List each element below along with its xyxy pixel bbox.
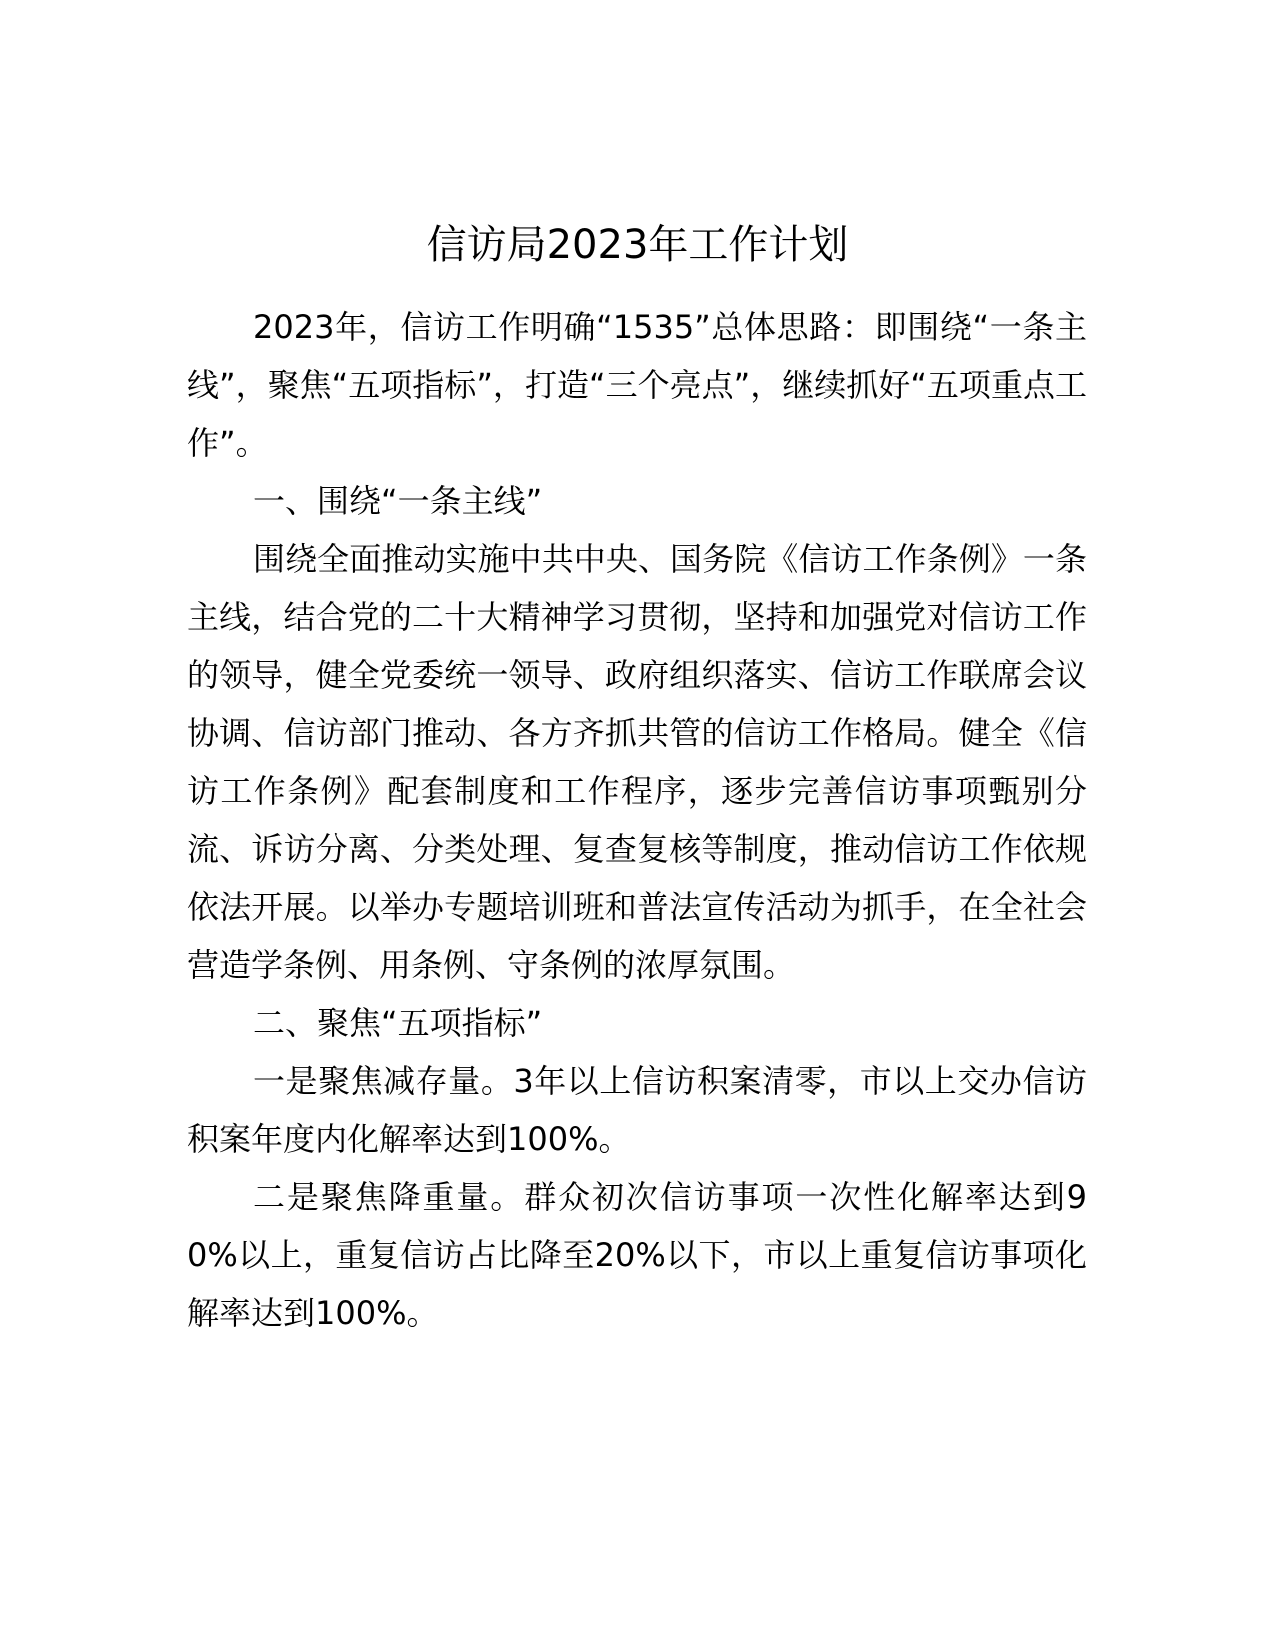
intro-paragraph: 2023年，信访工作明确“1535”总体思路：即围绕“一条主线”，聚焦“五项指标”，打造“三个亮点”，继续抓好“五项重点工作”。 (187, 308, 1087, 462)
document-body (187, 298, 1087, 1342)
indicator-2-paragraph: 二是聚焦降重量。群众初次信访事项一次性化解率达到90%以上，重复信访占比降至20%以下，市以上重复信访事项化解率达到100%。 (187, 1178, 1087, 1332)
indicator-1-paragraph: 一是聚焦减存量。3年以上信访积案清零，市以上交办信访积案年度内化解率达到100%。 (187, 1062, 1087, 1158)
document-title: 信访局2023年工作计划 (426, 222, 849, 268)
section-heading-2: 二、聚焦“五项指标” (253, 1004, 543, 1042)
section-heading-1: 一、围绕“一条主线” (253, 482, 543, 520)
section-1-paragraph: 围绕全面推动实施中共中央、国务院《信访工作条例》一条主线，结合党的二十大精神学习贯彻，坚持和加强党对信访工作的领导，健全党委统一领导、政府组织落实、信访工作联席会议协调、信访部门推动、各方齐抓共管的信访工作格局。健全《信访工作条例》配套制度和工作程序，逐步完善信访事项甄别分流、诉访分离、分类处理、复查复核等制度，推动信访工作依规依法开展。以举办专题培训班和普法宣传活动为抓手，在全社会营造学条例、用条例、守条例的浓厚氛围。 (187, 540, 1087, 984)
